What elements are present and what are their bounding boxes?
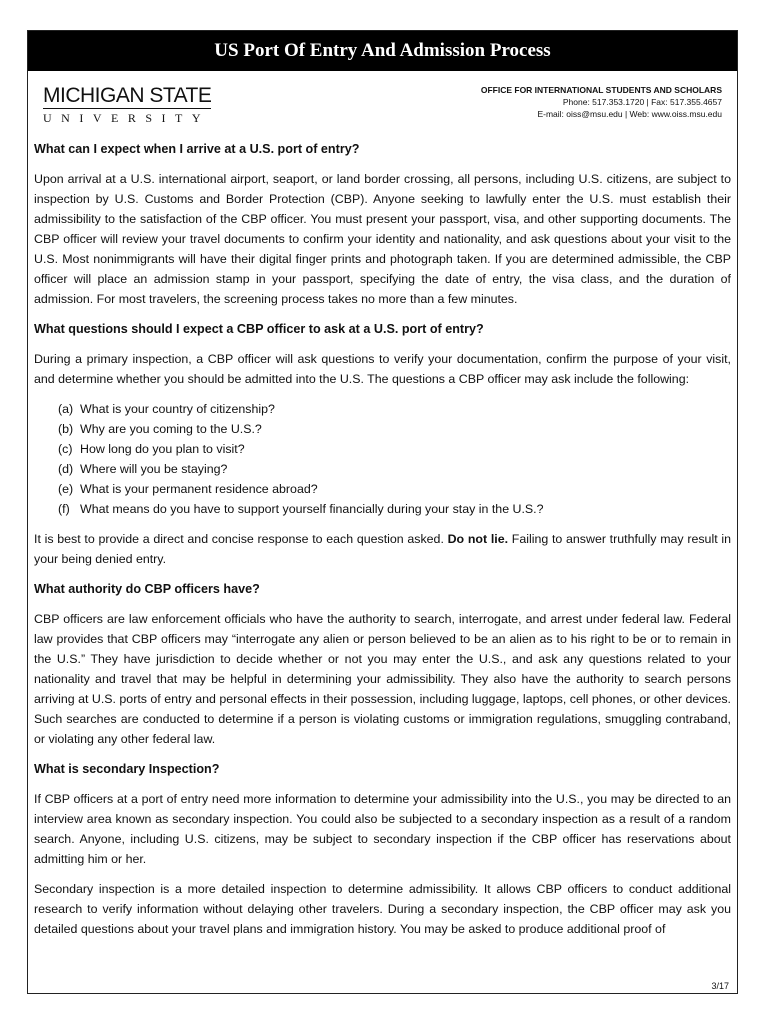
section-heading-questions: What questions should I expect a CBP officer to ask at a U.S. port of entry? xyxy=(34,322,484,336)
logo-line-2: UNIVERSITY xyxy=(43,111,210,125)
closing-text-post: Failing to answer truthfully may result in your being denied entry. xyxy=(34,532,731,566)
paragraph-secondary-2: Secondary inspection is a more detailed inspection to determine admissibility. It allows CBP officers to conduct additional research to verify information without delaying other travelers. During a secondary inspection, the CBP officer may ask you detailed questions about your travel plans and immigration history. You may be asked to produce additional proof of xyxy=(34,882,731,936)
question-list xyxy=(34,399,731,519)
list-marker: (e) xyxy=(58,482,74,496)
section-heading-secondary: What is secondary Inspection? xyxy=(34,762,220,776)
list-item xyxy=(58,419,731,439)
list-item-text: How long do you plan to visit? xyxy=(80,442,245,456)
page-number: 3/17 xyxy=(711,981,729,991)
closing-text-pre: It is best to provide a direct and concise response to each question asked. xyxy=(34,532,448,546)
paragraph-arrival: Upon arrival at a U.S. international airport, seaport, or land border crossing, all persons, including U.S. citizens, are subject to inspection by U.S. Customs and Border Protection (CBP). Anyone seeking to lawfully enter the U.S. must establish their admissibility to the satisfaction of the CBP officer. You must present your passport, visa, and other supporting documents. The CBP officer will review your travel documents to confirm your identity and nationality, and ask questions about your visit to the U.S. Most nonimmigrants will have their digital finger prints and photograph taken. If you are determined admissible, the CBP officer will place an admission stamp in your passport, specifying the date of entry, the visa class, and the duration of admission. For most travelers, the screening process takes no more than a few minutes. xyxy=(34,172,731,306)
list-item xyxy=(58,499,731,519)
closing-text-emphasis: Do not lie. xyxy=(447,532,509,546)
list-marker: (f) xyxy=(58,502,70,516)
office-email: E-mail: oiss@msu.edu | Web: www.oiss.msu.edu xyxy=(537,109,722,119)
list-item-text: Why are you coming to the U.S.? xyxy=(80,422,262,436)
logo-line-1: MICHIGAN STATE xyxy=(43,84,212,107)
msu-logo xyxy=(43,85,211,126)
paragraph-questions-closing xyxy=(34,529,731,569)
document-title: US Port Of Entry And Admission Process xyxy=(28,31,737,71)
list-marker: (d) xyxy=(58,462,74,476)
paragraph-authority: CBP officers are law enforcement officials who have the authority to search, interrogate, and arrest under federal law. Federal law provides that CBP officers may “interrogate any alien or person believed to be an alien as to his right to be or to remain in the U.S.” They have jurisdiction to decide whether or not you may enter the U.S., and ask any questions related to your nationality and travel that may be helpful in determining your admissibility. They also have the authority to search persons arriving at U.S. ports of entry and personal effects in their possession, including luggage, laptops, cell phones, or other devices. Such searches are conducted to determine if a person is violating customs or immigration regulations, smuggling contraband, or violating any other federal law. xyxy=(34,612,731,746)
office-phone: Phone: 517.353.1720 | Fax: 517.355.4657 xyxy=(562,97,722,107)
list-marker: (a) xyxy=(58,402,74,416)
document-body xyxy=(28,139,737,939)
letterhead xyxy=(28,71,737,139)
list-marker: (b) xyxy=(58,422,74,436)
list-item xyxy=(58,459,731,479)
list-item xyxy=(58,439,731,459)
list-item-text: What is your country of citizenship? xyxy=(80,402,275,416)
paragraph-questions-intro: During a primary inspection, a CBP officer will ask questions to verify your documentation, confirm the purpose of your visit, and determine whether you should be admitted into the U.S. The questions a CBP officer may ask include the following: xyxy=(34,352,731,386)
paragraph-secondary-1: If CBP officers at a port of entry need more information to determine your admissibility into the U.S., you may be directed to an interview area known as secondary inspection. You could also be subjected to a secondary inspection as a result of a random search. Anyone, including U.S. citizens, may be subject to secondary inspection if the CBP officer has reservations about admitting him or her. xyxy=(34,792,731,866)
section-heading-authority: What authority do CBP officers have? xyxy=(34,582,260,596)
office-name: OFFICE FOR INTERNATIONAL STUDENTS AND SCHOLARS xyxy=(480,85,722,95)
list-marker: (c) xyxy=(58,442,73,456)
list-item-text: Where will you be staying? xyxy=(80,462,228,476)
document-page xyxy=(27,30,738,994)
office-contact xyxy=(481,84,722,120)
list-item xyxy=(58,479,731,499)
list-item xyxy=(58,399,731,419)
list-item-text: What is your permanent residence abroad? xyxy=(80,482,318,496)
list-item-text: What means do you have to support yourself financially during your stay in the U.S.? xyxy=(80,502,544,516)
section-heading-arrival: What can I expect when I arrive at a U.S. port of entry? xyxy=(34,142,360,156)
